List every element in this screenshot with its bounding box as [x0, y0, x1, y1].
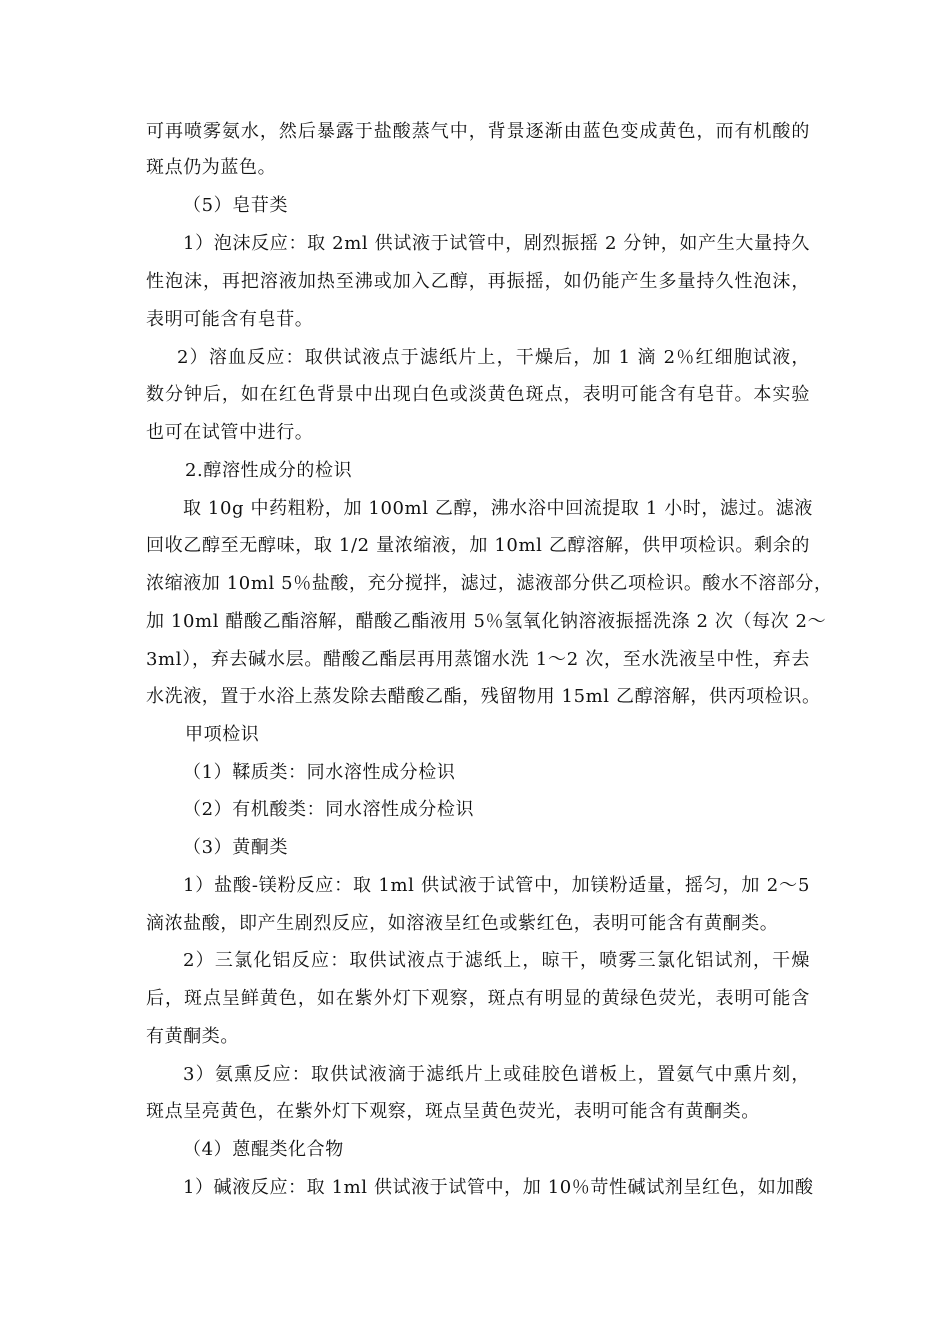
- text-line: 水洗液，置于水浴上蒸发除去醋酸乙酯，残留物用 15ml 乙醇溶解，供丙项检识。: [146, 686, 821, 707]
- text-line: 数分钟后，如在红色背景中出现白色或淡黄色斑点，表明可能含有皂苷。本实验: [146, 384, 810, 405]
- text-line: 2）三氯化铝反应：取供试液点于滤纸上，晾干，喷雾三氯化铝试剂，干燥: [183, 950, 810, 971]
- text-line: 斑点仍为蓝色。: [146, 157, 277, 178]
- text-line: 表明可能含有皂苷。: [146, 309, 314, 330]
- section-heading: （4）蒽醌类化合物: [183, 1139, 344, 1160]
- text-line: 1）碱液反应：取 1ml 供试液于试管中，加 10％苛性碱试剂呈红色，如加酸: [183, 1177, 814, 1198]
- section-heading: 甲项检识: [185, 724, 260, 745]
- text-line: 也可在试管中进行。: [146, 422, 314, 443]
- text-line: 斑点呈亮黄色，在紫外灯下观察，斑点呈黄色荧光，表明可能含有黄酮类。: [146, 1101, 760, 1122]
- text-line: 加 10ml 醋酸乙酯溶解，醋酸乙酯液用 5％氢氧化钠溶液振摇洗涤 2 次（每次 2～: [146, 611, 827, 632]
- text-line: 2）溶血反应：取供试液点于滤纸片上，干燥后，加 1 滴 2％红细胞试液，: [177, 347, 810, 368]
- section-heading: （5）皂苷类: [183, 195, 289, 216]
- text-line: （2）有机酸类：同水溶性成分检识: [183, 799, 475, 820]
- text-line: 浓缩液加 10ml 5％盐酸，充分搅拌，滤过，滤液部分供乙项检识。酸水不溶部分，: [146, 573, 833, 594]
- text-line: 可再喷雾氨水，然后暴露于盐酸蒸气中，背景逐渐由蓝色变成黄色，而有机酸的: [146, 121, 810, 142]
- text-line: 滴浓盐酸，即产生剧烈反应，如溶液呈红色或紫红色，表明可能含有黄酮类。: [146, 913, 779, 934]
- text-line: 1）泡沫反应：取 2ml 供试液于试管中，剧烈振摇 2 分钟，如产生大量持久: [183, 233, 810, 254]
- section-heading: 2.醇溶性成分的检识: [185, 460, 353, 481]
- text-line: 1）盐酸-镁粉反应：取 1ml 供试液于试管中，加镁粉适量，摇匀，加 2～5: [183, 875, 810, 896]
- text-line: 有黄酮类。: [146, 1026, 239, 1047]
- text-line: 回收乙醇至无醇味，取 1/2 量浓缩液，加 10ml 乙醇溶解，供甲项检识。剩余的: [146, 535, 810, 556]
- text-line: 性泡沫，再把溶液加热至沸或加入乙醇，再振摇，如仍能产生多量持久性泡沫，: [146, 271, 810, 292]
- text-line: 3ml），弃去碱水层。醋酸乙酯层再用蒸馏水洗 1～2 次，至水洗液呈中性，弃去: [146, 649, 810, 670]
- section-heading: （3）黄酮类: [183, 837, 289, 858]
- text-line: （1）鞣质类：同水溶性成分检识: [183, 762, 456, 783]
- text-line: 后，斑点呈鲜黄色，如在紫外灯下观察，斑点有明显的黄绿色荧光，表明可能含: [146, 988, 810, 1009]
- text-line: 取 10g 中药粗粉，加 100ml 乙醇，沸水浴中回流提取 1 小时，滤过。滤液: [183, 498, 813, 519]
- text-line: 3）氨熏反应：取供试液滴于滤纸片上或硅胶色谱板上，置氨气中熏片刻，: [183, 1064, 810, 1085]
